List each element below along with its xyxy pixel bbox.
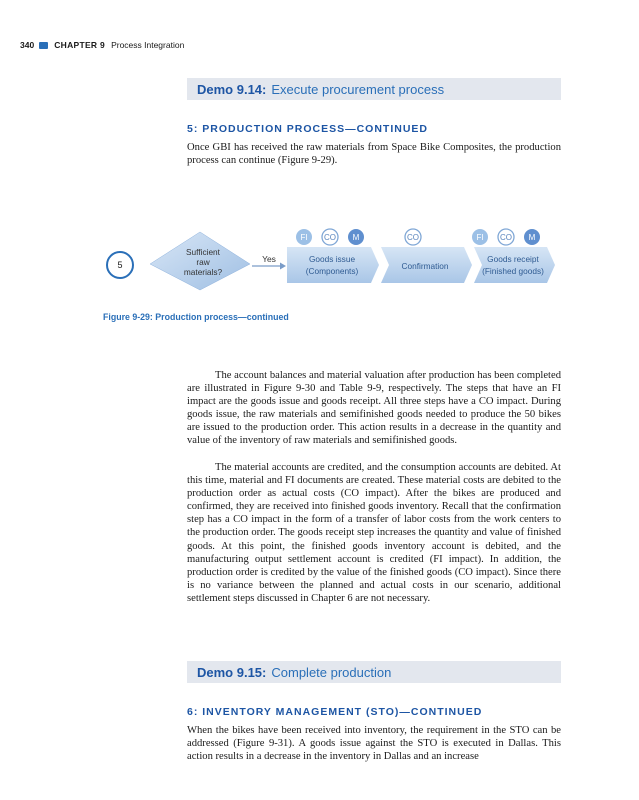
- demo-title: Complete production: [271, 664, 392, 680]
- running-header: [20, 38, 184, 52]
- decision-text-line2: raw: [196, 257, 210, 267]
- demo-title: Execute procurement process: [271, 81, 445, 97]
- production-intro-paragraph: Once GBI has received the raw materials from Space Bike Composites, the production process can continue (Figure 9-29).: [187, 142, 561, 167]
- decision-text-line1: Sufficient: [186, 247, 220, 257]
- production-process-figure: [0, 218, 639, 298]
- goods-receipt-step: [474, 247, 555, 283]
- header-title: Process Integration: [111, 40, 185, 50]
- badge-text: CO: [407, 233, 419, 242]
- goods-issue-line1: Goods issue: [308, 254, 356, 264]
- header-marker: [39, 42, 48, 49]
- badge-text: M: [528, 233, 536, 242]
- goods-issue-line2: (Components): [305, 266, 359, 276]
- decision-text-line3: materials?: [183, 267, 223, 277]
- badge-text: M: [352, 233, 360, 242]
- badge-text: CO: [500, 233, 512, 242]
- section-heading-inventory: 6: INVENTORY MANAGEMENT (STO)—CONTINUED: [187, 706, 483, 718]
- body-paragraph-1: The account balances and material valuation after production has been completed are illustrated in Figure 9-30 and Table 9-9, respectively. The steps that have an FI impact are the goods issue and goods receipt. All three steps have a CO impact. During goods issue, the raw materials and semifinished goods needed to produce the 50 bikes are issued to the production order. This action results in a decrease in the quantity and value of the inventory of raw materials and semifinished goods.: [187, 370, 561, 447]
- body-paragraph-2: The material accounts are credited, and the consumption accounts are debited. At this time, material and FI documents are created. These material costs are debited to the production order as actual costs (CO impact). After the bikes are produced and confirmed, they are received into finished goods inventory. Recall that the confirmation step has a CO impact in the form of a transfer of labor costs from the work centers to the production order. The goods receipt step increases the quantity and value of finished goods. At this point, the finished goods inventory account is debited, and the manufacturing output settlement account is credited (FI impact). In addition, the production order is credited by the value of the finished goods (CO impact). Since there is no variance between the planned and actual costs in our scenario, additional settlement steps discussed in Chapter 6 are not necessary.: [187, 462, 561, 604]
- badge-text: FI: [300, 233, 308, 242]
- goods-receipt-line2: (Finished goods): [482, 266, 544, 276]
- goods-issue-step: [287, 247, 379, 283]
- section-heading-production: 5: PRODUCTION PROCESS—CONTINUED: [187, 123, 429, 135]
- demo-label: Demo 9.15:: [197, 664, 267, 680]
- badge-text: FI: [476, 233, 484, 242]
- confirmation-label: Confirmation: [401, 261, 449, 271]
- goods-receipt-line1: Goods receipt: [487, 254, 539, 264]
- yes-label: Yes: [262, 254, 276, 264]
- inventory-intro-paragraph: When the bikes have been received into inventory, the requirement in the STO can be addressed (Figure 9-31). A goods issue against the STO is executed in Dallas. This action results in a decrease in the inventory in Dallas and an increase: [187, 725, 561, 763]
- badge-text: CO: [324, 233, 336, 242]
- page-number: 340: [20, 40, 35, 50]
- demo-label: Demo 9.14:: [197, 81, 267, 97]
- chapter-label: CHAPTER 9: [54, 40, 106, 50]
- demo-box-procurement: [187, 78, 561, 100]
- yes-connector-arrowhead: [280, 263, 286, 270]
- demo-box-production: [187, 661, 561, 683]
- step-number: 5: [117, 260, 123, 270]
- figure-caption: Figure 9-29: Production process—continued: [103, 312, 289, 322]
